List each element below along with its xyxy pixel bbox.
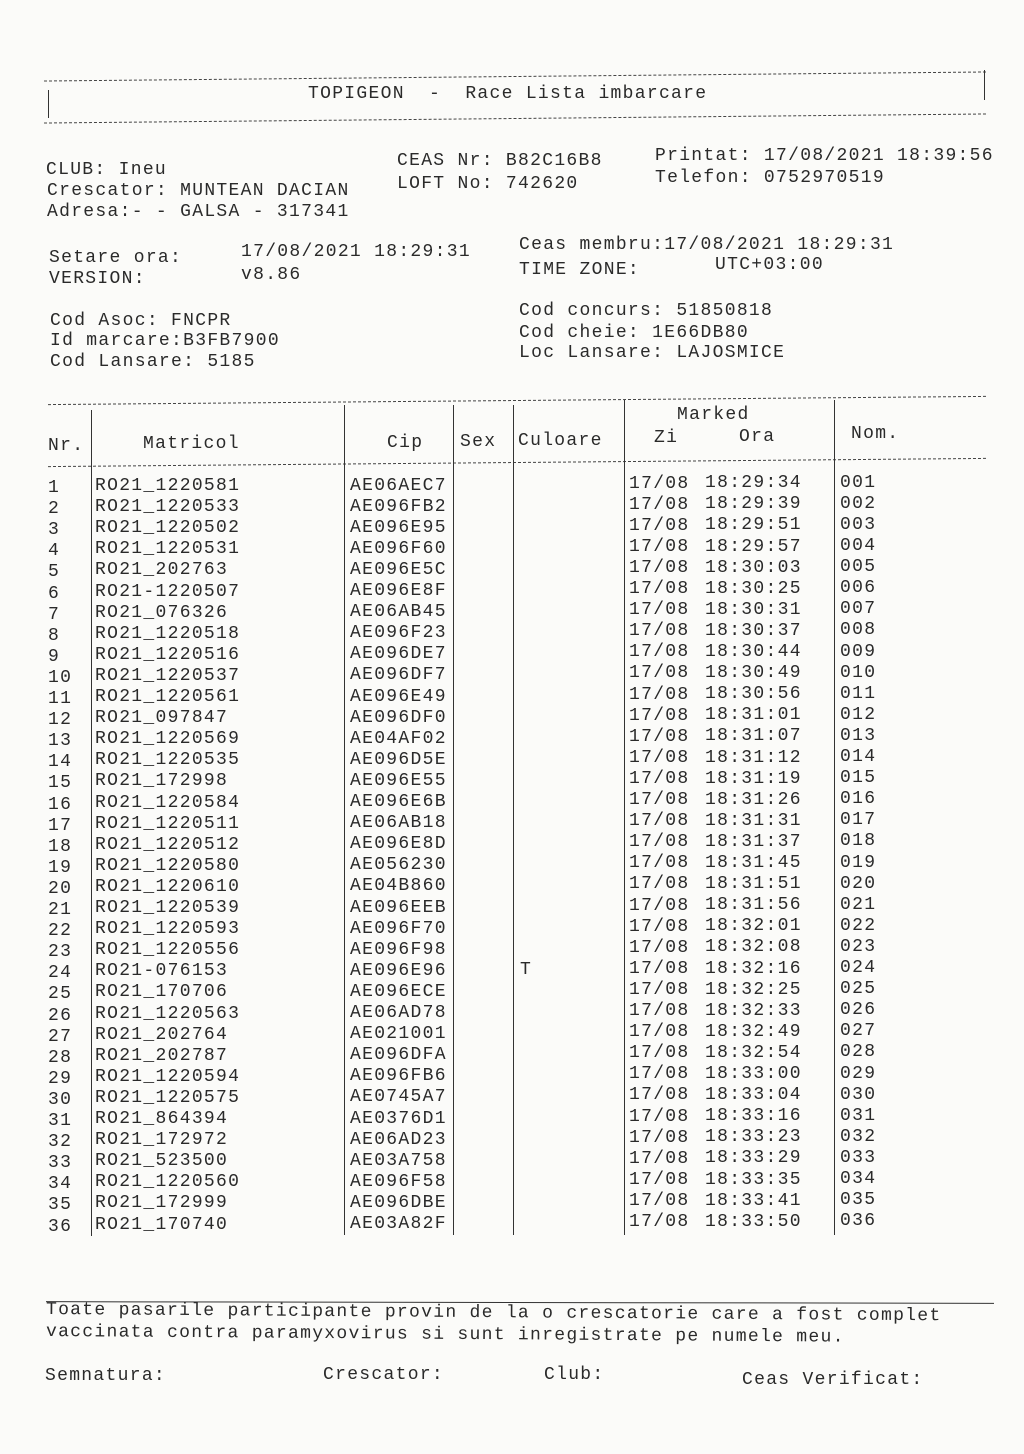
cell-matricol: RO21_202764 bbox=[95, 1024, 229, 1045]
cell-ora: 18:33:16 bbox=[705, 1106, 802, 1127]
cell-matricol: RO21_1220560 bbox=[95, 1172, 241, 1193]
cell-nr: 5 bbox=[48, 562, 61, 583]
cell-nr: 21 bbox=[48, 900, 73, 920]
cell-matricol: RO21-076153 bbox=[95, 961, 229, 982]
loc-lansare: Loc Lansare: LAJOSMICE bbox=[519, 343, 786, 363]
cell-ora: 18:31:45 bbox=[705, 853, 802, 873]
cell-nom: 005 bbox=[840, 557, 877, 578]
cell-matricol: RO21_1220511 bbox=[95, 813, 241, 834]
cell-nom: 019 bbox=[840, 852, 877, 873]
cell-matricol: RO21_1220537 bbox=[95, 665, 241, 686]
cell-zi: 17/08 bbox=[629, 1001, 690, 1021]
cell-ora: 18:31:56 bbox=[705, 895, 802, 916]
cell-cip: AE096E95 bbox=[350, 517, 447, 538]
cell-cip: AE096F60 bbox=[350, 538, 447, 559]
telefon: Telefon: 0752970519 bbox=[655, 168, 885, 188]
cell-zi: 17/08 bbox=[629, 494, 690, 515]
cell-matricol: RO21_1220539 bbox=[95, 898, 241, 918]
cell-matricol: RO21-1220507 bbox=[95, 581, 241, 602]
cell-cip: AE03A82F bbox=[350, 1214, 447, 1234]
crescator: Crescator: MUNTEAN DACIAN bbox=[47, 181, 350, 201]
cell-ora: 18:33:29 bbox=[705, 1148, 802, 1169]
cell-matricol: RO21_1220563 bbox=[95, 1003, 241, 1024]
cell-ora: 18:32:25 bbox=[705, 979, 802, 1000]
cell-ora: 18:33:50 bbox=[705, 1211, 802, 1232]
cell-cip: AE06AB18 bbox=[350, 813, 447, 834]
cell-ora: 18:30:25 bbox=[705, 578, 802, 599]
cell-matricol: RO21_1220610 bbox=[95, 876, 241, 897]
cell-nom: 028 bbox=[840, 1042, 877, 1063]
cell-nom: 007 bbox=[840, 599, 877, 620]
cell-matricol: RO21_523500 bbox=[95, 1151, 229, 1172]
cell-ora: 18:31:26 bbox=[705, 789, 802, 810]
cell-nr: 25 bbox=[48, 984, 73, 1005]
cell-ora: 18:30:44 bbox=[705, 642, 802, 662]
table-header-top-border bbox=[48, 396, 986, 405]
cell-nom: 010 bbox=[840, 662, 877, 683]
cell-nr: 27 bbox=[48, 1026, 73, 1047]
cell-nr: 19 bbox=[48, 857, 73, 878]
cell-nr: 2 bbox=[48, 499, 61, 520]
cod-concurs: Cod concurs: 51850818 bbox=[519, 301, 774, 321]
cell-nom: 014 bbox=[840, 747, 877, 767]
cell-zi: 17/08 bbox=[629, 1148, 690, 1169]
cell-ora: 18:31:07 bbox=[705, 726, 802, 747]
cell-matricol: RO21_1220531 bbox=[95, 539, 241, 560]
cell-matricol: RO21_1220512 bbox=[95, 834, 241, 855]
cell-ora: 18:31:12 bbox=[705, 747, 802, 768]
version-label: VERSION: bbox=[49, 269, 146, 289]
cell-nr: 29 bbox=[48, 1068, 73, 1089]
cell-zi: 17/08 bbox=[629, 768, 690, 789]
cell-cip: AE096DFA bbox=[350, 1045, 447, 1066]
cell-matricol: RO21_1220516 bbox=[95, 644, 241, 665]
cell-ora: 18:31:51 bbox=[705, 874, 802, 895]
title-box-bottom-border bbox=[44, 113, 986, 123]
cell-cip: AE06AEC7 bbox=[350, 475, 447, 496]
cell-nr: 26 bbox=[48, 1005, 73, 1026]
version-value: v8.86 bbox=[241, 265, 302, 285]
cod-cheie: Cod cheie: 1E66DB80 bbox=[519, 323, 749, 343]
cell-nr: 34 bbox=[48, 1174, 73, 1195]
cell-ora: 18:33:41 bbox=[705, 1190, 802, 1211]
cell-zi: 17/08 bbox=[629, 1190, 690, 1211]
time-zone-label: TIME ZONE: bbox=[519, 260, 641, 280]
cell-zi: 17/08 bbox=[629, 536, 690, 557]
cell-nr: 8 bbox=[48, 625, 61, 646]
cell-ora: 18:32:33 bbox=[705, 1000, 802, 1021]
cell-nr: 20 bbox=[48, 878, 73, 899]
cell-nr: 18 bbox=[48, 836, 73, 857]
cell-nom: 020 bbox=[840, 873, 877, 894]
cell-nr: 36 bbox=[48, 1216, 73, 1237]
cell-matricol: RO21_1220561 bbox=[95, 687, 241, 707]
cell-nr: 33 bbox=[48, 1153, 73, 1174]
cell-nom: 015 bbox=[840, 768, 877, 789]
cell-nom: 009 bbox=[840, 641, 877, 662]
cell-cip: AE0376D1 bbox=[350, 1108, 447, 1129]
cell-ora: 18:29:57 bbox=[705, 536, 802, 557]
cell-matricol: RO21_1220594 bbox=[95, 1066, 241, 1087]
cell-zi: 17/08 bbox=[629, 1064, 690, 1085]
table-row bbox=[0, 1211, 1024, 1237]
cell-matricol: RO21_172972 bbox=[95, 1130, 229, 1151]
cell-matricol: RO21_1220502 bbox=[95, 518, 241, 539]
cell-zi: 17/08 bbox=[629, 1022, 690, 1043]
cell-cip: AE096E5C bbox=[350, 559, 447, 580]
declaration-line-1: Toate pasarile participante provin de la o crescatorie care a fost complet bbox=[45, 1300, 942, 1327]
crescator-signature-label: Crescator: bbox=[323, 1365, 445, 1385]
cell-ora: 18:30:49 bbox=[705, 663, 802, 684]
declaration-line-2: vaccinata contra paramyxovirus si sunt inregistrate pe numele meu. bbox=[45, 1322, 845, 1348]
cell-zi: 17/08 bbox=[629, 1106, 690, 1127]
header-culoare: Culoare bbox=[518, 431, 603, 451]
cell-nr: 31 bbox=[48, 1111, 73, 1131]
cell-zi: 17/08 bbox=[629, 979, 690, 1000]
cell-ora: 18:33:23 bbox=[705, 1127, 802, 1148]
cell-zi: 17/08 bbox=[629, 515, 690, 536]
setare-ora-label: Setare ora: bbox=[49, 248, 183, 268]
semnatura-label: Semnatura: bbox=[45, 1366, 167, 1386]
cell-nom: 030 bbox=[840, 1084, 877, 1105]
header-matricol: Matricol bbox=[143, 434, 240, 454]
cell-matricol: RO21_1220593 bbox=[95, 919, 241, 940]
cell-nom: 013 bbox=[840, 725, 877, 746]
cell-nom: 002 bbox=[840, 493, 877, 514]
cell-matricol: RO21_1220533 bbox=[95, 497, 241, 518]
cell-cip: AE096E96 bbox=[350, 960, 447, 981]
table-header-bottom-border bbox=[48, 458, 986, 467]
cell-cip: AE096E49 bbox=[350, 686, 447, 707]
header-zi: Zi bbox=[654, 428, 679, 448]
cell-zi: 17/08 bbox=[629, 600, 690, 621]
cell-matricol: RO21_1220556 bbox=[95, 940, 241, 961]
cell-nr: 14 bbox=[48, 752, 73, 773]
cell-cip: AE096E55 bbox=[350, 770, 447, 791]
cell-zi: 17/08 bbox=[629, 853, 690, 874]
cell-ora: 18:32:54 bbox=[705, 1042, 802, 1063]
ceas-nr: CEAS Nr: B82C16B8 bbox=[397, 151, 603, 171]
cell-nom: 021 bbox=[840, 894, 877, 915]
header-ora: Ora bbox=[739, 427, 776, 447]
header-marked: Marked bbox=[677, 405, 750, 425]
cell-cip: AE06AD78 bbox=[350, 1003, 447, 1023]
cell-zi: 17/08 bbox=[629, 790, 690, 810]
printat: Printat: 17/08/2021 18:39:56 bbox=[655, 146, 994, 166]
cell-ora: 18:30:37 bbox=[705, 620, 802, 641]
cell-cip: AE096FB6 bbox=[350, 1066, 447, 1087]
cell-nr: 12 bbox=[48, 710, 73, 731]
cell-nr: 7 bbox=[48, 604, 61, 625]
cell-nom: 001 bbox=[840, 472, 877, 493]
cell-zi: 17/08 bbox=[629, 1212, 690, 1232]
cell-ora: 18:30:56 bbox=[705, 684, 802, 705]
cell-ora: 18:32:08 bbox=[705, 937, 802, 958]
cell-cip: AE06AD23 bbox=[350, 1129, 447, 1150]
cell-nom: 036 bbox=[840, 1211, 877, 1232]
cell-zi: 17/08 bbox=[629, 1085, 690, 1106]
cell-nr: 22 bbox=[48, 921, 73, 942]
cell-cip: AE06AB45 bbox=[350, 602, 447, 623]
cell-matricol: RO21_864394 bbox=[95, 1109, 229, 1129]
cell-zi: 17/08 bbox=[629, 747, 690, 768]
cod-asoc: Cod Asoc: FNCPR bbox=[50, 311, 232, 331]
cell-ora: 18:33:00 bbox=[705, 1064, 802, 1084]
cell-nom: 024 bbox=[840, 958, 877, 978]
cell-nr: 13 bbox=[48, 731, 73, 752]
cell-cip: AE096DF7 bbox=[350, 665, 447, 686]
header-nr: Nr. bbox=[48, 436, 85, 456]
cell-zi: 17/08 bbox=[629, 684, 690, 705]
club: CLUB: Ineu bbox=[46, 160, 168, 180]
cell-cip: AE096E8D bbox=[350, 834, 447, 855]
cell-nom: 022 bbox=[840, 915, 877, 936]
cell-nr: 3 bbox=[48, 520, 61, 541]
cell-nr: 4 bbox=[48, 541, 61, 562]
id-marcare: Id marcare:B3FB7900 bbox=[50, 331, 280, 351]
cod-lansare: Cod Lansare: 5185 bbox=[50, 352, 256, 372]
cell-zi: 17/08 bbox=[629, 832, 690, 853]
cell-nr: 10 bbox=[48, 667, 73, 688]
cell-zi: 17/08 bbox=[629, 557, 690, 578]
cell-nom: 012 bbox=[840, 704, 877, 725]
cell-matricol: RO21_1220535 bbox=[95, 750, 241, 771]
cell-matricol: RO21_1220581 bbox=[95, 476, 241, 496]
cell-cip: AE096DF0 bbox=[350, 707, 447, 728]
cell-cip: AE096FB2 bbox=[350, 496, 447, 517]
title-box-left-border bbox=[48, 90, 49, 118]
cell-zi: 17/08 bbox=[629, 958, 690, 979]
cell-nom: 031 bbox=[840, 1105, 877, 1126]
cell-nom: 004 bbox=[840, 536, 877, 556]
cell-culoare: T bbox=[520, 959, 533, 980]
cell-nom: 033 bbox=[840, 1147, 877, 1168]
cell-nr: 30 bbox=[48, 1089, 73, 1110]
cell-matricol: RO21_170706 bbox=[95, 982, 229, 1003]
cell-ora: 18:31:37 bbox=[705, 831, 802, 852]
ceas-membru: Ceas membru:17/08/2021 18:29:31 bbox=[519, 235, 895, 255]
cell-nr: 6 bbox=[48, 583, 61, 604]
cell-nom: 017 bbox=[840, 810, 877, 831]
cell-ora: 18:32:01 bbox=[705, 916, 802, 937]
cell-zi: 17/08 bbox=[629, 874, 690, 895]
cell-nom: 023 bbox=[840, 936, 877, 957]
cell-nr: 15 bbox=[48, 773, 73, 794]
cell-cip: AE0745A7 bbox=[350, 1087, 447, 1108]
cell-nr: 11 bbox=[48, 689, 73, 709]
cell-nr: 9 bbox=[48, 646, 61, 667]
cell-matricol: RO21_172999 bbox=[95, 1193, 229, 1214]
cell-cip: AE021001 bbox=[350, 1024, 447, 1045]
cell-matricol: RO21_1220584 bbox=[95, 792, 241, 813]
cell-nr: 35 bbox=[48, 1195, 73, 1216]
cell-cip: AE096F58 bbox=[350, 1171, 447, 1192]
cell-cip: AE04B860 bbox=[350, 876, 447, 897]
cell-nom: 016 bbox=[840, 789, 877, 810]
cell-nr: 23 bbox=[48, 942, 73, 963]
cell-matricol: RO21_1220518 bbox=[95, 623, 241, 644]
cell-nr: 16 bbox=[48, 794, 73, 815]
cell-nom: 008 bbox=[840, 620, 877, 641]
cell-nom: 032 bbox=[840, 1126, 877, 1147]
cell-ora: 18:31:19 bbox=[705, 768, 802, 789]
adresa: Adresa:- - GALSA - 317341 bbox=[47, 202, 350, 222]
cell-zi: 17/08 bbox=[629, 1043, 690, 1064]
cell-matricol: RO21_1220580 bbox=[95, 855, 241, 876]
cell-nom: 006 bbox=[840, 578, 877, 599]
cell-matricol: RO21_202787 bbox=[95, 1045, 229, 1066]
cell-ora: 18:32:49 bbox=[705, 1021, 802, 1042]
title-box-right-border bbox=[984, 70, 985, 100]
cell-nom: 003 bbox=[840, 514, 877, 535]
cell-ora: 18:31:31 bbox=[705, 810, 802, 831]
cell-ora: 18:33:35 bbox=[705, 1169, 802, 1190]
cell-nom: 011 bbox=[840, 683, 877, 704]
cell-ora: 18:30:03 bbox=[705, 557, 802, 578]
cell-matricol: RO21_172998 bbox=[95, 771, 229, 792]
cell-cip: AE096E8F bbox=[350, 581, 447, 601]
cell-matricol: RO21_1220575 bbox=[95, 1087, 241, 1108]
cell-zi: 17/08 bbox=[629, 705, 690, 726]
header-nom: Nom. bbox=[851, 424, 900, 444]
cell-nom: 027 bbox=[840, 1021, 877, 1042]
cell-cip: AE096DBE bbox=[350, 1192, 447, 1213]
cell-cip: AE056230 bbox=[350, 855, 447, 876]
cell-zi: 17/08 bbox=[629, 937, 690, 958]
cell-cip: AE04AF02 bbox=[350, 728, 447, 749]
cell-zi: 17/08 bbox=[629, 895, 690, 916]
cell-zi: 17/08 bbox=[629, 916, 690, 937]
cell-nr: 32 bbox=[48, 1132, 73, 1153]
cell-nom: 018 bbox=[840, 831, 877, 852]
cell-ora: 18:31:01 bbox=[705, 705, 802, 726]
cell-zi: 17/08 bbox=[629, 811, 690, 832]
cell-ora: 18:29:51 bbox=[705, 515, 802, 536]
title-box-top-border bbox=[44, 71, 986, 81]
cell-cip: AE096F70 bbox=[350, 918, 447, 939]
cell-ora: 18:29:39 bbox=[705, 494, 802, 515]
cell-nr: 24 bbox=[48, 963, 73, 984]
cell-nr: 1 bbox=[48, 478, 61, 498]
cell-cip: AE096DE7 bbox=[350, 644, 447, 665]
cell-nom: 026 bbox=[840, 1000, 877, 1021]
cell-zi: 17/08 bbox=[629, 579, 690, 599]
cell-ora: 18:32:16 bbox=[705, 958, 802, 979]
cell-nom: 025 bbox=[840, 979, 877, 1000]
cell-ora: 18:33:04 bbox=[705, 1085, 802, 1106]
cell-zi: 17/08 bbox=[629, 663, 690, 684]
cell-matricol: RO21_170740 bbox=[95, 1214, 229, 1235]
cell-zi: 17/08 bbox=[629, 726, 690, 747]
cell-zi: 17/08 bbox=[629, 1127, 690, 1148]
cell-nom: 035 bbox=[840, 1190, 877, 1211]
ceas-verificat-label: Ceas Verificat: bbox=[742, 1370, 924, 1390]
cell-zi: 17/08 bbox=[629, 473, 690, 494]
cell-cip: AE096F23 bbox=[350, 623, 447, 644]
cell-matricol: RO21_1220569 bbox=[95, 729, 241, 750]
cell-matricol: RO21_097847 bbox=[95, 708, 229, 729]
cell-nom: 029 bbox=[840, 1063, 877, 1084]
cell-zi: 17/08 bbox=[629, 621, 690, 642]
time-zone-value: UTC+03:00 bbox=[715, 255, 824, 275]
cell-cip: AE096EEB bbox=[350, 897, 447, 918]
cell-zi: 17/08 bbox=[629, 642, 690, 663]
cell-nr: 28 bbox=[48, 1047, 73, 1068]
cell-cip: AE096E6B bbox=[350, 792, 447, 812]
header-cip: Cip bbox=[387, 433, 424, 453]
cell-matricol: RO21_202763 bbox=[95, 560, 229, 581]
club-signature-label: Club: bbox=[544, 1365, 605, 1385]
cell-matricol: RO21_076326 bbox=[95, 602, 229, 623]
cell-cip: AE03A758 bbox=[350, 1150, 447, 1171]
cell-cip: AE096D5E bbox=[350, 749, 447, 770]
cell-zi: 17/08 bbox=[629, 1169, 690, 1190]
cell-nr: 17 bbox=[48, 815, 73, 836]
loft-no: LOFT No: 742620 bbox=[397, 174, 579, 194]
cell-ora: 18:29:34 bbox=[705, 473, 802, 494]
cell-cip: AE096ECE bbox=[350, 981, 447, 1002]
header-sex: Sex bbox=[460, 432, 497, 452]
cell-cip: AE096F98 bbox=[350, 939, 447, 960]
cell-nom: 034 bbox=[840, 1169, 877, 1189]
document-title: TOPIGEON - Race Lista imbarcare bbox=[308, 84, 708, 104]
setare-ora-value: 17/08/2021 18:29:31 bbox=[241, 242, 471, 262]
cell-ora: 18:30:31 bbox=[705, 599, 802, 620]
